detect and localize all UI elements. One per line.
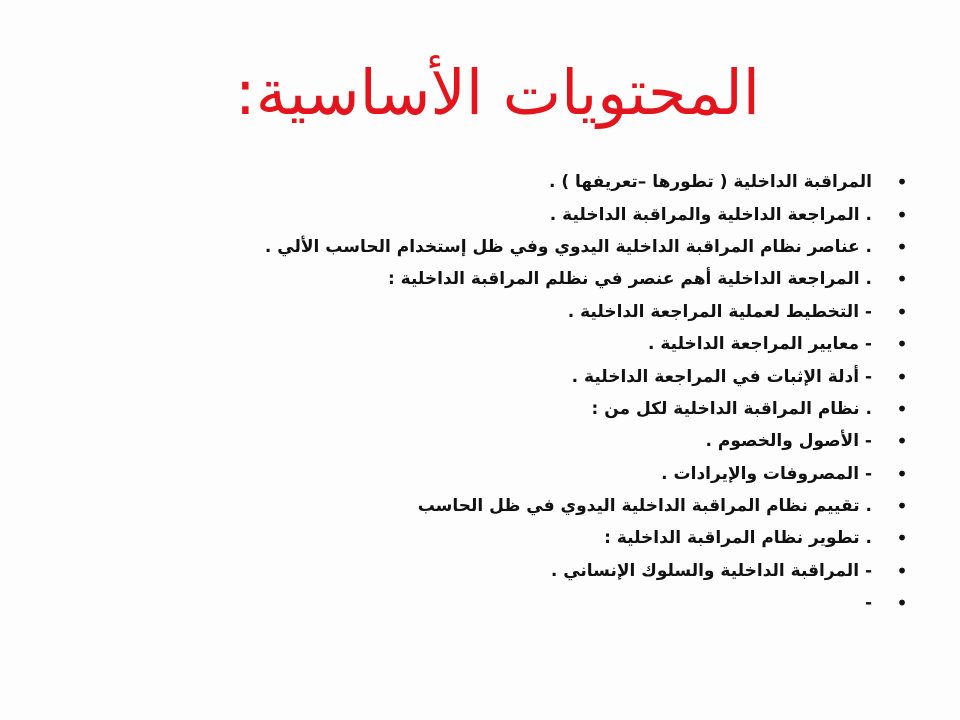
list-item-text: - المصروفات والإيرادات . [661,463,872,484]
bullet-icon: • [896,332,908,357]
list-item [265,328,908,360]
bullet-icon: • [896,299,908,324]
list-item [265,263,908,295]
list-item-text: المراقبة الداخلية ( تطورها –تعريفها ) . [548,172,872,193]
list-item [265,587,908,619]
list-item [265,198,908,230]
list-item [265,393,908,425]
list-item-text: . المراجعة الداخلية والمراقبة الداخلية . [549,204,872,225]
bullet-icon: • [896,494,908,519]
contents-list [265,166,908,619]
bullet-icon: • [896,396,908,421]
list-item-text: - الأصول والخصوم . [705,431,872,452]
bullet-icon: • [896,234,908,259]
list-item-text: - التخطيط لعملية المراجعة الداخلية . [567,301,872,322]
list-item [265,360,908,392]
list-item [265,296,908,328]
list-item-text: - أدلة الإثبات في المراجعة الداخلية . [571,366,872,387]
bullet-icon: • [896,202,908,227]
list-item [265,425,908,457]
bullet-icon: • [896,591,908,616]
bullet-icon: • [896,461,908,486]
list-item-text: - المراقبة الداخلية والسلوك الإنساني . [550,560,872,581]
bullet-icon: • [896,429,908,454]
list-item-text: . المراجعة الداخلية أهم عنصر في نظلم المراقبة الداخلية : [387,269,872,290]
bullet-icon: • [896,526,908,551]
bullet-icon: • [896,170,908,195]
list-item [265,231,908,263]
list-item-text: . نظام المراقبة الداخلية لكل من : [591,398,872,419]
list-item [265,166,908,198]
list-item-text: . تقييم نظام المراقبة الداخلية اليدوي في ظل الحاسب [417,496,872,517]
list-item-text: - [864,593,872,614]
bullet-icon: • [896,364,908,389]
list-item-text: . تطوير نظام المراقبة الداخلية : [604,528,872,549]
list-item [265,490,908,522]
list-item [265,555,908,587]
slide-title: المحتويات الأساسية: [234,55,760,129]
list-item [265,522,908,554]
list-item-text: . عناصر نظام المراقبة الداخلية اليدوي وفي ظل إستخدام الحاسب الألي . [264,236,872,257]
bullet-icon: • [896,267,908,292]
list-item-text: - معايير المراجعة الداخلية . [647,334,872,355]
bullet-icon: • [896,558,908,583]
list-item [265,458,908,490]
